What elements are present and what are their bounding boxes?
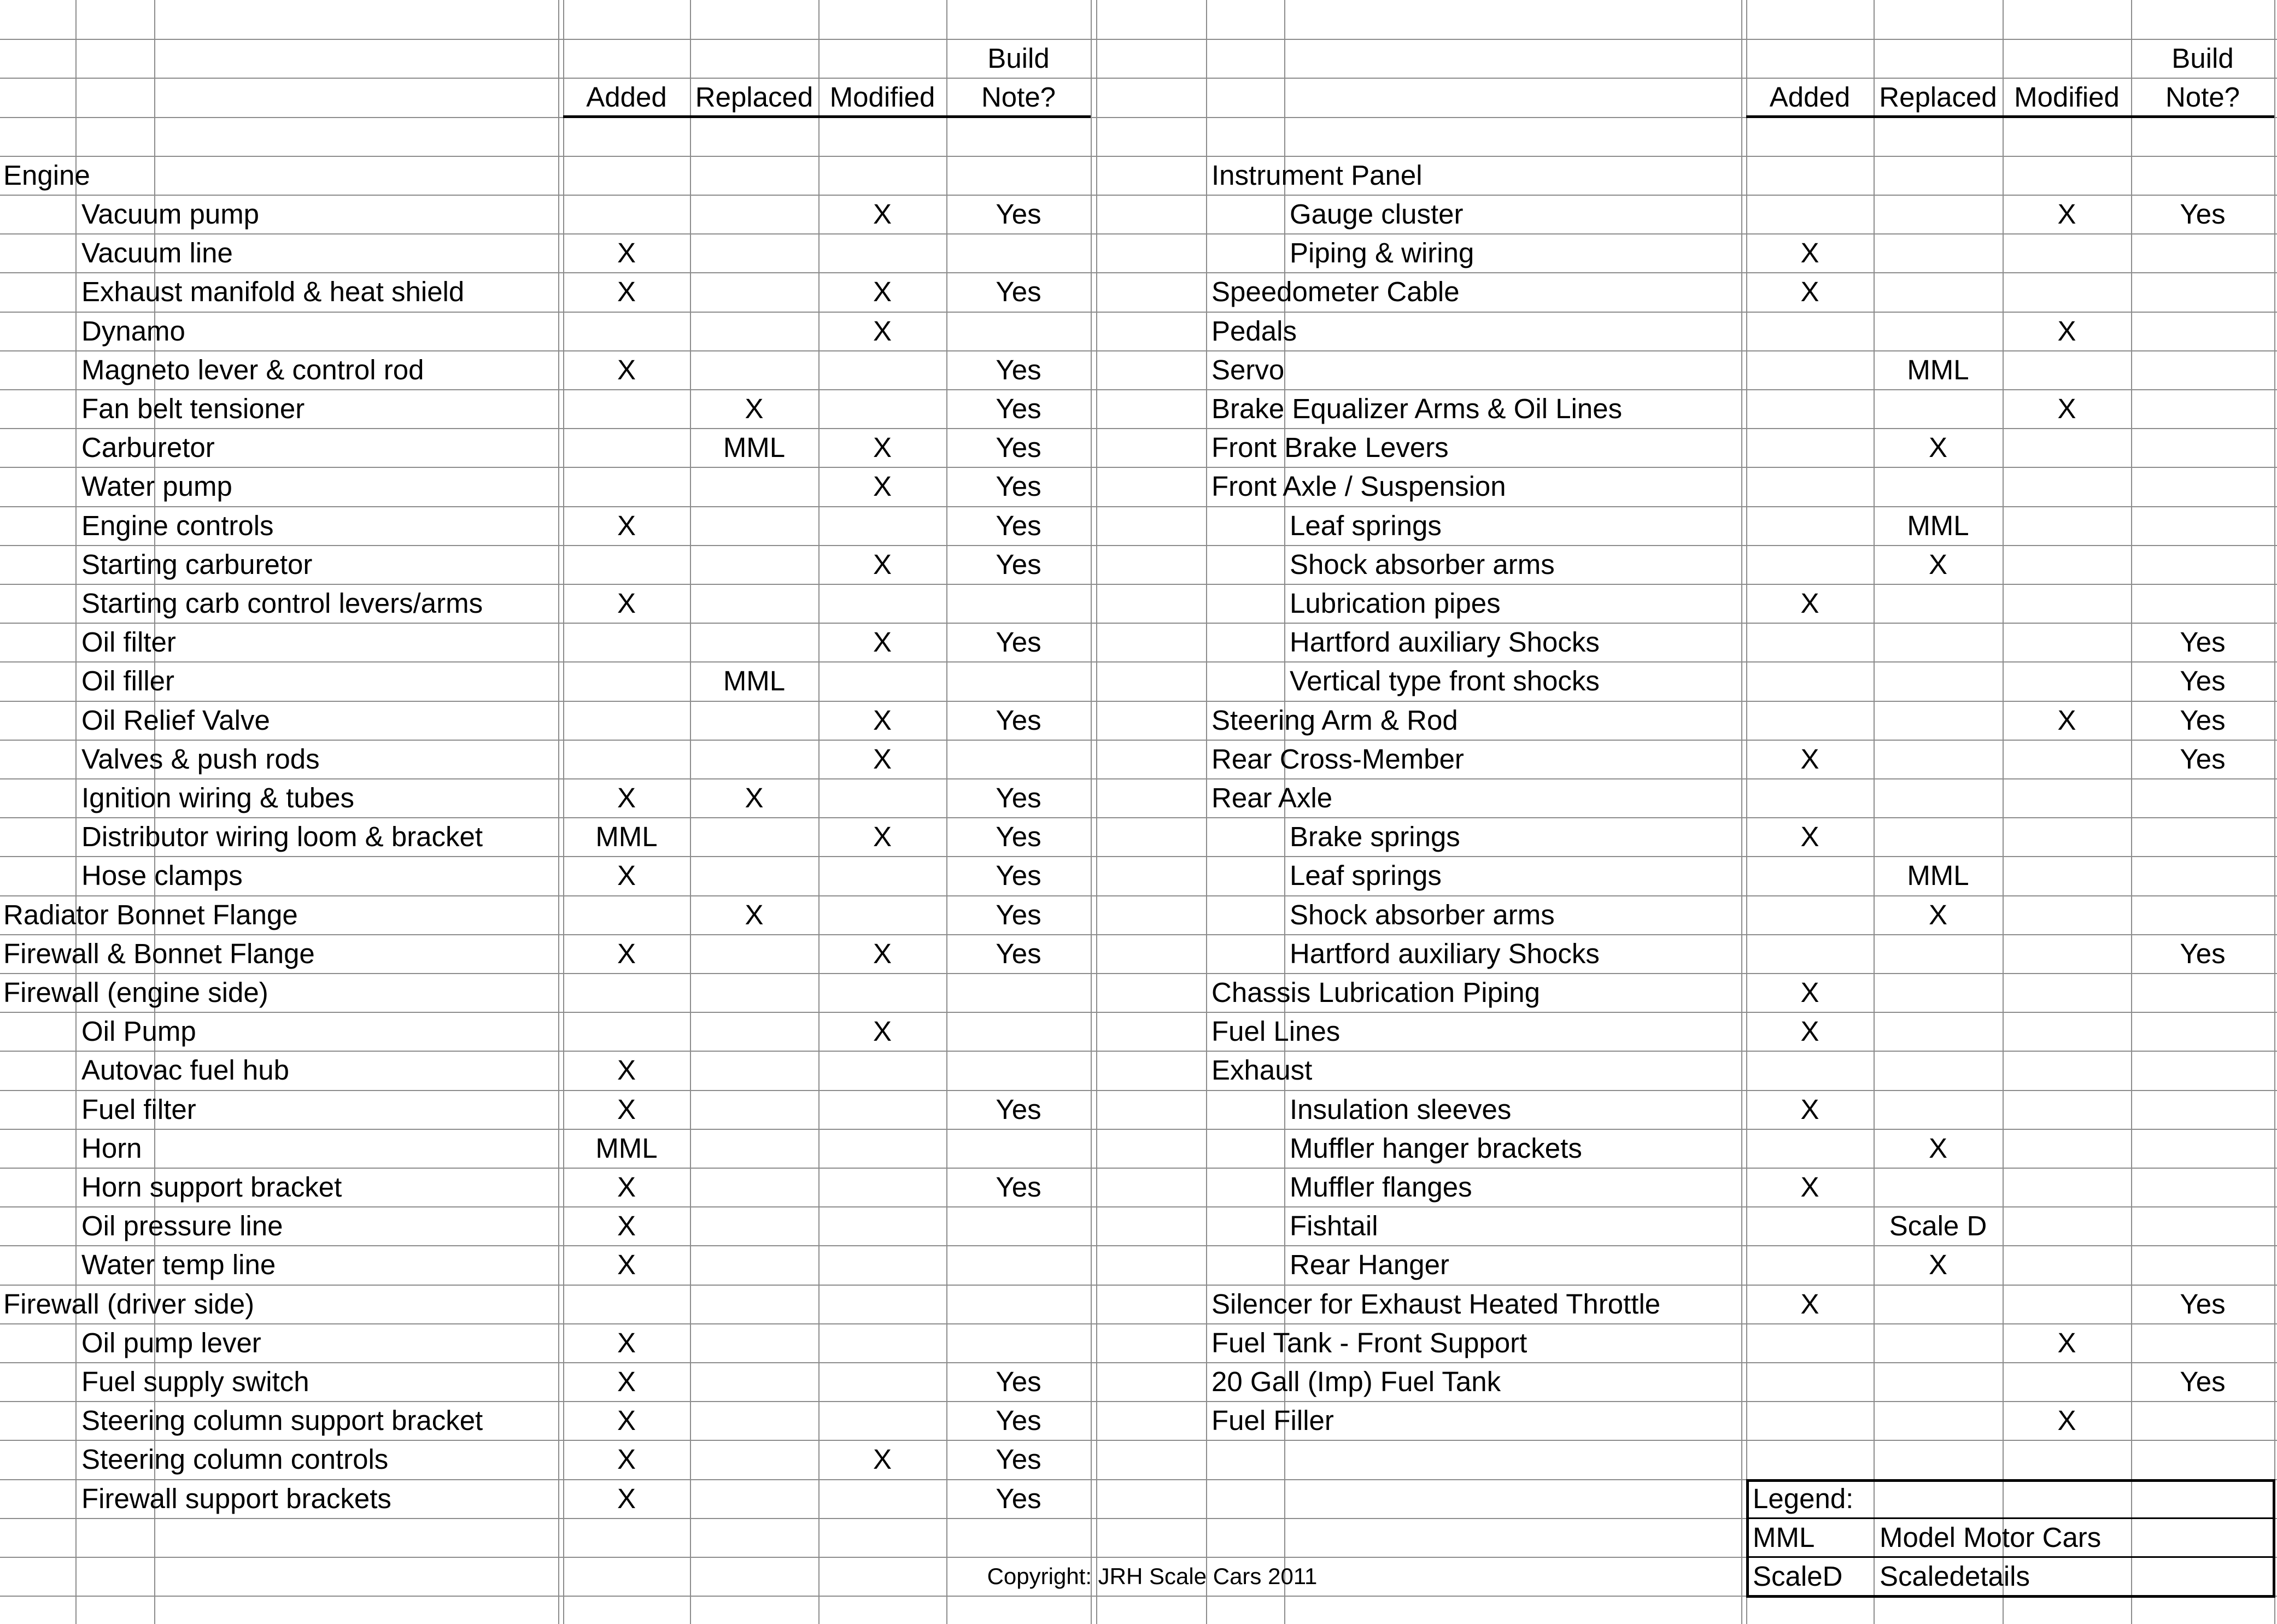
grid-row-line [0,156,2277,157]
copyright-text: Copyright: JRH Scale Cars 2011 [987,1563,1318,1589]
row-label: Fan belt tensioner [81,393,305,424]
row-label: Front Brake Levers [1211,432,1449,463]
cell-note: Yes [996,1366,1041,1397]
grid-row-line [0,312,2277,313]
row-label: Servo [1211,354,1285,385]
cell-note: Yes [996,354,1041,385]
cell-added: X [617,1249,636,1280]
cell-note: Yes [996,860,1041,891]
cell-replaced: Scale D [1889,1210,1987,1241]
legend-meaning: Scaledetails [1880,1561,2030,1592]
row-label: Rear Axle [1211,782,1333,813]
grid-row-line [0,1285,2277,1286]
cell-note: Yes [996,705,1041,736]
row-label: Oil Relief Valve [81,705,270,736]
cell-added: X [1800,1094,1819,1125]
row-label: Magneto lever & control rod [81,354,424,385]
row-label: Hartford auxiliary Shocks [1290,626,1600,658]
cell-replaced: MML [1907,510,1969,541]
grid-row-line [0,623,2277,624]
cell-added: X [1800,1288,1819,1320]
grid-column-line [1874,0,1875,1624]
column-header-added: Added [1769,81,1851,113]
legend-title: Legend: [1753,1483,1854,1514]
grid-column-line [558,0,559,1624]
cell-note: Yes [2180,626,2226,658]
cell-replaced: X [745,393,764,424]
column-header-build: Build [987,43,1050,74]
cell-note: Yes [996,821,1041,852]
cell-note: Yes [2180,198,2226,230]
row-label: Fuel Tank - Front Support [1211,1327,1527,1358]
row-label: Starting carb control levers/arms [81,588,483,619]
cell-added: X [617,588,636,619]
row-label: Pedals [1211,315,1297,347]
cell-modified: X [873,549,892,580]
row-label: Piping & wiring [1290,237,1474,268]
row-label: Radiator Bonnet Flange [3,899,298,930]
row-label: Starting carburetor [81,549,313,580]
row-label: Firewall (driver side) [3,1288,255,1320]
row-label: Insulation sleeves [1290,1094,1512,1125]
row-label: Fuel Lines [1211,1016,1341,1047]
cell-added: X [617,1210,636,1241]
row-label: Horn support bracket [81,1171,342,1203]
cell-modified: X [2057,1327,2076,1358]
grid-column-line [818,0,820,1624]
legend-code: ScaleD [1753,1561,1843,1592]
cell-modified: X [2057,315,2076,347]
row-label: Muffler hanger brackets [1290,1133,1582,1164]
legend-meaning: Model Motor Cars [1880,1522,2102,1553]
cell-modified: X [2057,1405,2076,1436]
grid-row-line [0,1362,2277,1363]
cell-modified: X [873,1016,892,1047]
cell-modified: X [2057,393,2076,424]
cell-replaced: X [1928,549,1948,580]
row-label: Oil pressure line [81,1210,283,1241]
row-label: Hose clamps [81,860,243,891]
cell-note: Yes [996,626,1041,658]
cell-added: X [617,510,636,541]
grid-column-line [2003,0,2004,1624]
cell-note: Yes [996,198,1041,230]
grid-row-line [0,1051,2277,1052]
grid-column-line [1206,0,1207,1624]
row-label: Distributor wiring loom & bracket [81,821,483,852]
column-header-modified: Modified [2014,81,2120,113]
row-label: Fuel Filler [1211,1405,1334,1436]
grid-row-line [0,934,2277,935]
cell-added: X [617,1094,636,1125]
row-label: Chassis Lubrication Piping [1211,977,1540,1008]
cell-added: X [617,354,636,385]
cell-added: X [1800,743,1819,775]
cell-replaced: X [745,782,764,813]
cell-modified: X [873,626,892,658]
cell-modified: X [873,471,892,502]
cell-replaced: X [1928,899,1948,930]
row-label: Vacuum pump [81,198,260,230]
row-label: Lubrication pipes [1290,588,1501,619]
cell-added: MML [595,821,658,852]
cell-replaced: X [1928,1249,1948,1280]
cell-note: Yes [996,782,1041,813]
row-label: Oil filler [81,665,175,696]
cell-note: Yes [996,1483,1041,1514]
grid-row-line [0,39,2277,40]
grid-row-line [0,467,2277,468]
cell-added: X [617,1327,636,1358]
cell-modified: X [873,198,892,230]
grid-column-line [75,0,77,1624]
cell-note: Yes [2180,665,2226,696]
grid-column-line [2274,0,2275,1624]
cell-added: X [1800,588,1819,619]
cell-added: X [1800,821,1819,852]
cell-added: X [617,782,636,813]
column-header-added: Added [586,81,667,113]
cell-note: Yes [2180,743,2226,775]
cell-added: X [617,276,636,307]
cell-added: X [617,1444,636,1475]
row-label: Fuel supply switch [81,1366,309,1397]
cell-note: Yes [2180,705,2226,736]
cell-added: X [617,1483,636,1514]
row-label: 20 Gall (Imp) Fuel Tank [1211,1366,1501,1397]
cell-added: X [1800,237,1819,268]
row-label: Firewall & Bonnet Flange [3,938,315,969]
grid-row-line [0,973,2277,974]
cell-note: Yes [996,510,1041,541]
cell-modified: X [873,1444,892,1475]
cell-added: X [1800,1016,1819,1047]
column-header-note: Note? [981,81,1056,113]
row-label: Rear Cross-Member [1211,743,1464,775]
row-label: Steering column controls [81,1444,389,1475]
cell-modified: X [873,705,892,736]
cell-replaced: X [1928,1133,1948,1164]
row-label: Vacuum line [81,237,233,268]
cell-replaced: X [745,899,764,930]
row-label: Exhaust manifold & heat shield [81,276,465,307]
row-label: Fishtail [1290,1210,1378,1241]
cell-note: Yes [996,393,1041,424]
cell-note: Yes [996,1405,1041,1436]
cell-added: X [617,1054,636,1086]
row-label: Exhaust [1211,1054,1313,1086]
grid-row-line [0,195,2277,196]
cell-added: X [617,860,636,891]
cell-added: X [617,1405,636,1436]
row-label: Ignition wiring & tubes [81,782,354,813]
cell-modified: X [873,938,892,969]
cell-modified: X [873,743,892,775]
row-label: Instrument Panel [1211,160,1423,191]
row-label: Silencer for Exhaust Heated Throttle [1211,1288,1661,1320]
grid-row-line [0,661,2277,663]
cell-modified: X [873,821,892,852]
row-label: Oil pump lever [81,1327,261,1358]
row-label: Oil Pump [81,1016,196,1047]
cell-added: X [617,237,636,268]
cell-added: X [1800,1171,1819,1203]
row-label: Speedometer Cable [1211,276,1460,307]
cell-note: Yes [2180,938,2226,969]
cell-modified: X [873,276,892,307]
cell-note: Yes [996,432,1041,463]
row-label: Autovac fuel hub [81,1054,289,1086]
cell-replaced: MML [1907,354,1969,385]
row-label: Fuel filter [81,1094,196,1125]
cell-modified: X [2057,198,2076,230]
cell-replaced: MML [1907,860,1969,891]
legend-code: MML [1753,1522,1815,1553]
row-label: Steering Arm & Rod [1211,705,1458,736]
cell-replaced: MML [723,432,786,463]
grid-row-line [0,1090,2277,1091]
grid-row-line [0,740,2277,741]
row-label: Vertical type front shocks [1290,665,1600,696]
grid-row-line [0,1012,2277,1013]
row-label: Rear Hanger [1290,1249,1449,1280]
grid-row-line [0,233,2277,234]
cell-note: Yes [996,1171,1041,1203]
grid-row-line [0,1323,2277,1324]
row-label: Hartford auxiliary Shocks [1290,938,1600,969]
row-label: Firewall support brackets [81,1483,391,1514]
grid-row-line [0,389,2277,390]
row-label: Valves & push rods [81,743,320,775]
cell-note: Yes [996,1444,1041,1475]
column-header-build: Build [2171,43,2234,74]
cell-added: X [1800,276,1819,307]
row-label: Leaf springs [1290,510,1442,541]
cell-note: Yes [996,1094,1041,1125]
cell-added: X [617,938,636,969]
column-header-replaced: Replaced [695,81,813,113]
cell-replaced: MML [723,665,786,696]
row-label: Engine controls [81,510,274,541]
cell-added: X [1800,977,1819,1008]
cell-modified: X [873,315,892,347]
row-label: Shock absorber arms [1290,899,1555,930]
row-label: Horn [81,1133,142,1164]
cell-replaced: X [1928,432,1948,463]
row-label: Water temp line [81,1249,276,1280]
row-label: Steering column support bracket [81,1405,483,1436]
grid-column-line [1741,0,1742,1624]
row-label: Brake Equalizer Arms & Oil Lines [1211,393,1623,424]
cell-added: X [617,1171,636,1203]
cell-note: Yes [996,549,1041,580]
row-label: Brake springs [1290,821,1460,852]
cell-added: MML [595,1133,658,1164]
cell-note: Yes [2180,1366,2226,1397]
column-header-modified: Modified [829,81,935,113]
row-label: Leaf springs [1290,860,1442,891]
grid-column-line [1091,0,1092,1624]
grid-row-line [0,701,2277,702]
cell-modified: X [873,432,892,463]
row-label: Water pump [81,471,232,502]
cell-note: Yes [2180,1288,2226,1320]
cell-modified: X [2057,705,2076,736]
row-label: Engine [3,160,90,191]
row-label: Muffler flanges [1290,1171,1472,1203]
column-header-note: Note? [2165,81,2240,113]
row-label: Shock absorber arms [1290,549,1555,580]
cell-added: X [617,1366,636,1397]
cell-note: Yes [996,938,1041,969]
column-header-replaced: Replaced [1879,81,1997,113]
row-label: Front Axle / Suspension [1211,471,1506,502]
grid-column-line [1096,0,1097,1624]
row-label: Carburetor [81,432,215,463]
row-label: Dynamo [81,315,185,347]
cell-note: Yes [996,276,1041,307]
row-label: Gauge cluster [1290,198,1464,230]
cell-note: Yes [996,471,1041,502]
row-label: Oil filter [81,626,176,658]
row-label: Firewall (engine side) [3,977,268,1008]
cell-note: Yes [996,899,1041,930]
